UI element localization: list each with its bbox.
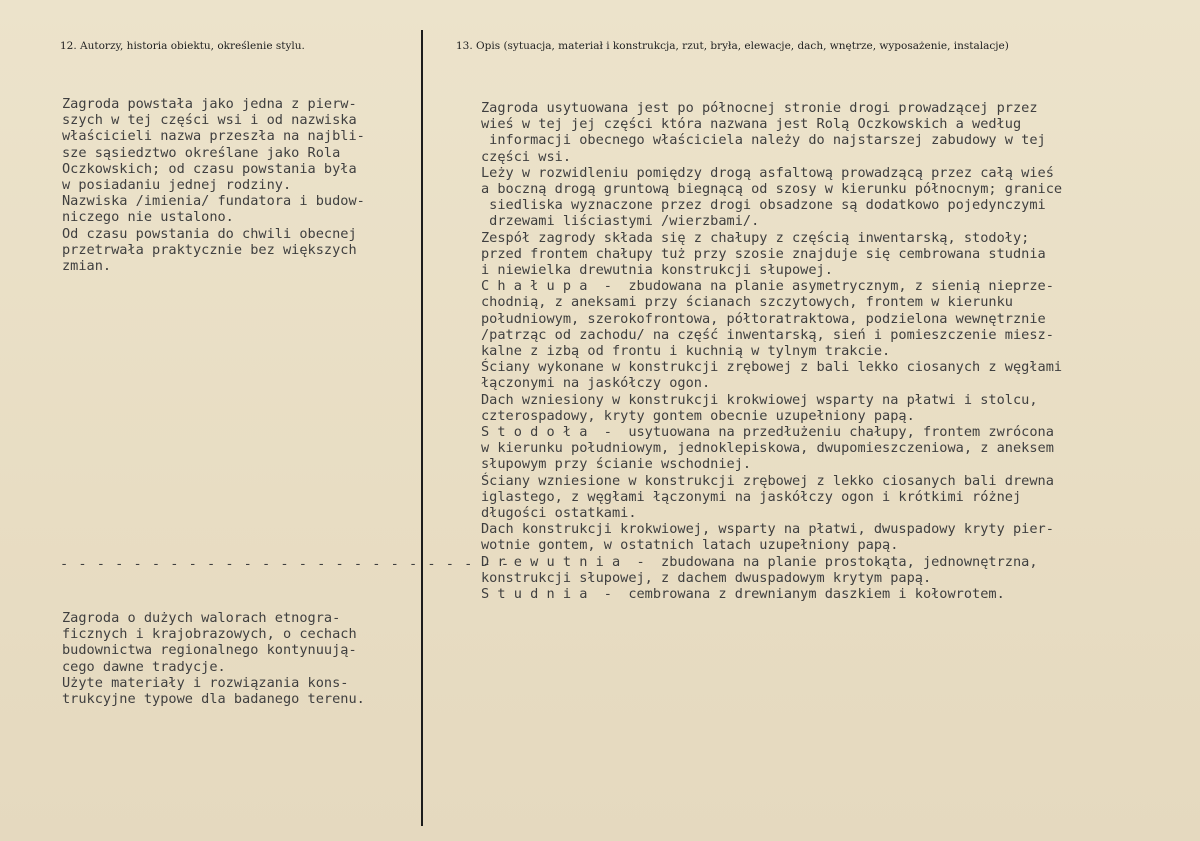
typed-line: Użyte materiały i rozwiązania kons- <box>62 674 349 691</box>
typed-line: cego dawne tradycje. <box>62 658 226 675</box>
typed-line: Nazwiska /imienia/ fundatora i budow- <box>62 193 365 210</box>
typed-line: długości ostatkami. <box>481 505 637 522</box>
typed-line: przed frontem chałupy tuż przy szosie znajduje się cembrowana studnia <box>481 245 1046 262</box>
typed-line: czterospadowy, kryty gontem obecnie uzupełniony papą. <box>481 407 915 424</box>
typed-line: szych w tej części wsi i od nazwiska <box>62 112 357 129</box>
column-divider <box>421 30 423 826</box>
typed-line: chodnią, z aneksami przy ścianach szczytowych, frontem w kierunku <box>481 294 1013 311</box>
typed-line: Oczkowskich; od czasu powstania była <box>62 160 357 177</box>
typed-line: w kierunku południowym, jednoklepiskowa, dwupomieszczeniowa, z aneksem <box>481 440 1054 457</box>
typed-line: S t u d n i a - cembrowana z drewnianym daszkiem i kołowrotem. <box>481 586 1005 603</box>
typed-line: wotnie gontem, w ostatnich latach uzupełniony papą. <box>481 537 899 554</box>
description-text <box>481 100 1062 602</box>
typed-line: sze sąsiedztwo określane jako Rola <box>62 144 341 161</box>
typed-line: i niewielka drewutnia konstrukcji słupowej. <box>481 262 833 279</box>
typed-line: części wsi. <box>481 148 572 165</box>
history-text <box>62 96 365 274</box>
typed-line: niczego nie ustalono. <box>62 209 234 226</box>
typed-line: Dach wzniesiony w konstrukcji krokwiowej wsparty na płatwi i stolcu, <box>481 391 1038 408</box>
typed-line: Zagroda usytuowana jest po północnej stronie drogi prowadzącej przez <box>481 100 1038 116</box>
section-12-header: 12. Autorzy, historia obiektu, określenie stylu. <box>60 40 305 52</box>
typed-line: C h a ł u p a - zbudowana na planie asymetrycznym, z sienią nieprze- <box>481 278 1054 295</box>
typed-line: w posiadaniu jednej rodziny. <box>62 177 292 194</box>
typed-line: /patrząc od zachodu/ na część inwentarską, sień i pomieszczenie miesz- <box>481 326 1054 343</box>
style-assessment-text <box>62 610 365 707</box>
typed-line: południowym, szerokofrontowa, półtoratraktowa, podzielona wewnętrznie <box>481 310 1046 327</box>
typed-line: Od czasu powstania do chwili obecnej <box>62 225 357 242</box>
typed-line: zmian. <box>62 258 112 275</box>
typed-line: informacji obecnego właściciela należy do najstarszej zabudowy w tej <box>481 132 1046 149</box>
typed-line: iglastego, z węgłami łączonymi na jaskółczy ogon i krótkimi różnej <box>481 488 1022 505</box>
typed-line: drzewami liściastymi /wierzbami/. <box>481 213 760 230</box>
typed-line: Zespół zagrody składa się z chałupy z częścią inwentarską, stodoły; <box>481 229 1030 246</box>
typed-line: Zagroda powstała jako jedna z pierw- <box>62 96 357 112</box>
typed-line: wieś w tej jej części która nazwana jest Rolą Oczkowskich a według <box>481 116 1022 133</box>
typed-line: właścicieli nazwa przeszła na najbli- <box>62 128 365 145</box>
typed-line: słupowym przy ścianie wschodniej. <box>481 456 752 473</box>
typed-line: kalne z izbą od frontu i kuchnią w tylnym trakcie. <box>481 343 891 360</box>
section-13-header: 13. Opis (sytuacja, materiał i konstrukcja, rzut, bryła, elewacje, dach, wnętrze, wyposażenie, instalacje) <box>456 40 1009 52</box>
typed-line: S t o d o ł a - usytuowana na przedłużeniu chałupy, frontem zwrócona <box>481 424 1054 441</box>
typed-line: konstrukcji słupowej, z dachem dwuspadowym krytym papą. <box>481 569 932 586</box>
typed-line: a boczną drogą gruntową biegnącą od szosy w kierunku północnym; granice <box>481 181 1063 198</box>
typed-line: siedliska wyznaczone przez drogi obsadzone są dodatkowo pojedynczymi <box>481 197 1046 214</box>
typed-line: Ściany wykonane w konstrukcji zrębowej z bali lekko ciosanych z węgłami <box>481 359 1063 376</box>
typed-line: Ściany wzniesione w konstrukcji zrębowej z lekko ciosanych bali drewna <box>481 472 1054 489</box>
typed-line: łączonymi na jaskółczy ogon. <box>481 375 711 392</box>
typed-line: budownictwa regionalnego kontynuują- <box>62 642 357 659</box>
typed-line: D r e w u t n i a - zbudowana na planie prostokąta, jednownętrzna, <box>481 553 1038 570</box>
typed-line: Dach konstrukcji krokwiowej, wsparty na płatwi, dwuspadowy kryty pier- <box>481 521 1054 538</box>
typed-line: Leży w rozwidleniu pomiędzy drogą asfaltową prowadzącą przez całą wieś <box>481 164 1054 181</box>
dashed-separator: - - - - - - - - - - - - - - - - - - - - - - - - - <box>60 556 511 572</box>
typed-line: ficznych i krajobrazowych, o cechach <box>62 626 357 643</box>
typed-line: Zagroda o dużych walorach etnogra- <box>62 610 341 626</box>
typed-line: trukcyjne typowe dla badanego terenu. <box>62 691 365 708</box>
typed-line: przetrwała praktycznie bez większych <box>62 241 357 258</box>
